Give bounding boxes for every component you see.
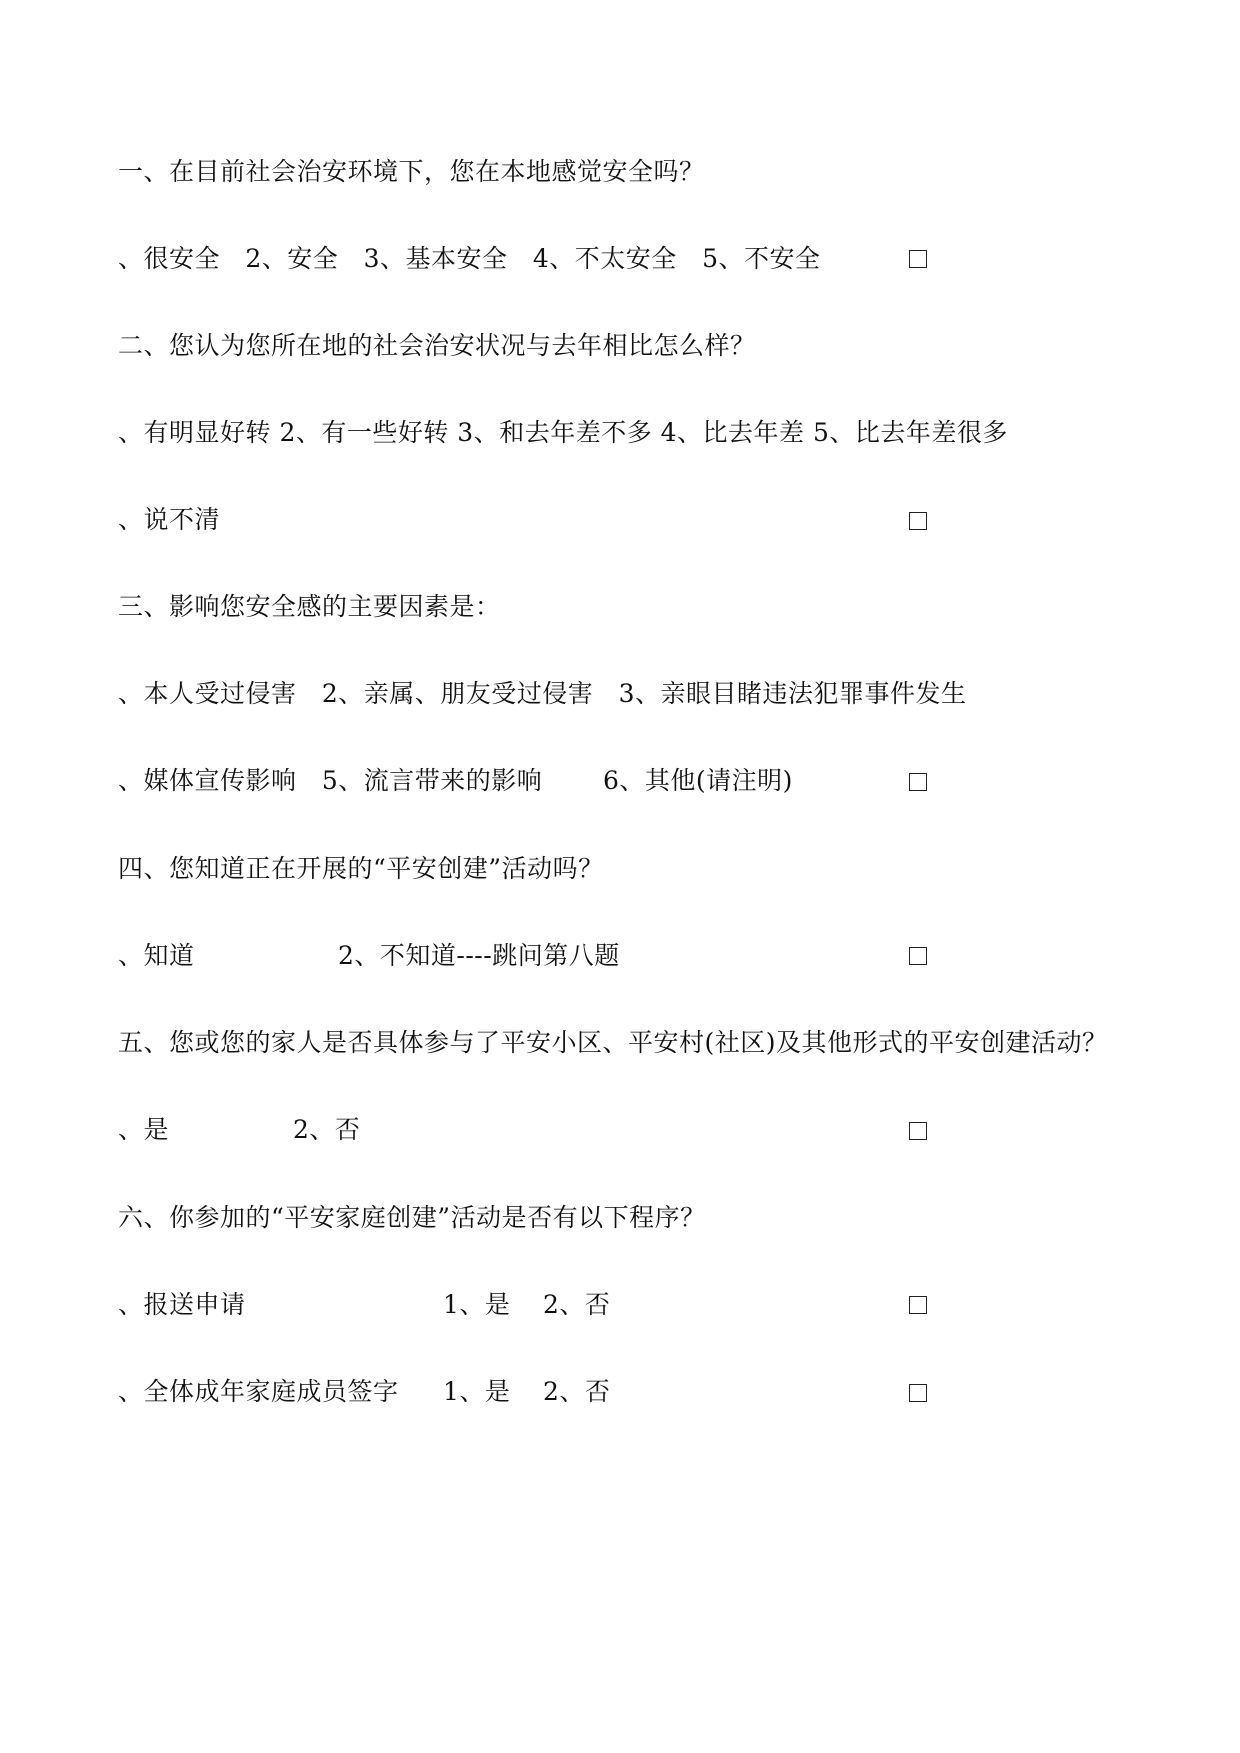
question-6-item-2-yes: 1、是: [443, 1377, 511, 1406]
question-5-option-a: 、是: [118, 1115, 170, 1144]
question-3-options-2b: 6、其他(请注明): [603, 766, 793, 795]
question-6-item-1-yes: 1、是: [443, 1290, 511, 1319]
question-4-option-a: 、知道: [118, 941, 195, 970]
question-3-options-2a: 、媒体宣传影响 5、流言带来的影响: [118, 766, 543, 795]
question-3-title: 三、影响您安全感的主要因素是：: [118, 592, 501, 621]
question-5-options: [118, 1110, 908, 1150]
question-6-item-1-checkbox[interactable]: [909, 1296, 927, 1314]
question-2-options-2: 、说不清: [118, 505, 221, 534]
question-6-item-1: [118, 1285, 908, 1325]
question-6-item-2-label: 、全体成年家庭成员签字: [118, 1377, 399, 1406]
question-4-options: [118, 936, 908, 976]
question-2-options: 、有明显好转 2、有一些好转 3、和去年差不多 4、比去年差 5、比去年差很多: [118, 418, 1008, 447]
question-6-item-2: [118, 1372, 908, 1412]
question-6-item-2-checkbox[interactable]: [909, 1384, 927, 1402]
question-6-item-2-no: 2、否: [543, 1377, 611, 1406]
question-4-checkbox[interactable]: [909, 947, 927, 965]
question-4-option-b: 2、不知道----跳问第八题: [338, 941, 620, 970]
question-4-title: 四、您知道正在开展的“平安创建”活动吗？: [118, 854, 604, 883]
question-6-item-1-label: 、报送申请: [118, 1290, 246, 1319]
question-3-options: 、本人受过侵害 2、亲属、朋友受过侵害 3、亲眼目睹违法犯罪事件发生: [118, 679, 967, 708]
question-6-item-1-no: 2、否: [543, 1290, 611, 1319]
question-3-options-2: [118, 761, 908, 801]
question-1-options: 、很安全 2、安全 3、基本安全 4、不太安全 5、不安全: [118, 244, 821, 273]
question-1-title: 一、在目前社会治安环境下，您在本地感觉安全吗？: [118, 157, 705, 186]
question-5-title: 五、您或您的家人是否具体参与了平安小区、平安村(社区)及其他形式的平安创建活动？: [118, 1028, 1108, 1057]
question-5-checkbox[interactable]: [909, 1122, 927, 1140]
question-5-option-b: 2、否: [293, 1115, 361, 1144]
question-3-checkbox[interactable]: [909, 773, 927, 791]
question-1-checkbox[interactable]: [909, 250, 927, 268]
question-6-title: 六、你参加的“平安家庭创建”活动是否有以下程序？: [118, 1203, 706, 1232]
question-2-checkbox[interactable]: [909, 512, 927, 530]
question-2-title: 二、您认为您所在地的社会治安状况与去年相比怎么样？: [118, 331, 756, 360]
